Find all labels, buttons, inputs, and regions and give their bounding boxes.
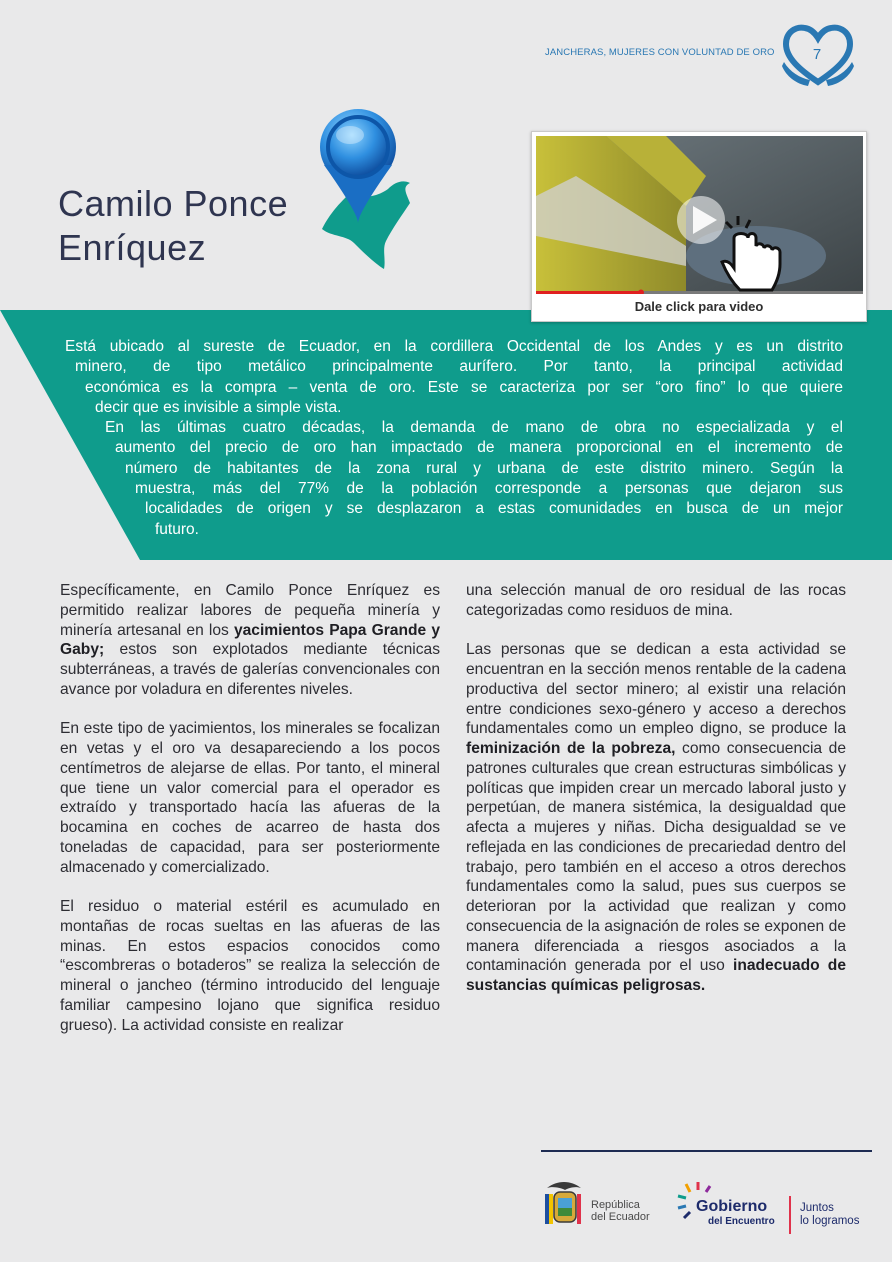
intro-line: minero, de tipo metálico principalmente aurífero. Por tanto, la principal actividad (75, 358, 843, 376)
intro-line: económica es la compra – venta de oro. Este se caracteriza por ser “oro fino” lo que quiere (85, 378, 843, 396)
video-caption[interactable]: Dale click para video (634, 299, 764, 314)
title-line-2: Enríquez (58, 227, 207, 268)
intro-line: Está ubicado al sureste de Ecuador, en la cordillera Occidental de los Andes y es un distrito (65, 338, 843, 355)
right-paragraph-1: una selección manual de oro residual de las rocas categorizadas como residuos de mina. (466, 582, 846, 619)
intro-line: decir que es invisible a simple vista. (95, 398, 342, 416)
left-paragraph-2: En este tipo de yacimientos, los minerales se focalizan en vetas y el oro va desapareciendo a los pocos centímetros de alejarse de ellas. Por tanto, el mineral que tiene un valor comercial para el operador es extraído y transportado hacía las afueras de la bocamina en coches de acarreo de hasta dos toneladas de capacidad, para ser posteriormente almacenado y comercializado. (60, 720, 440, 876)
gobierno-title: Gobierno (696, 1198, 768, 1215)
section-title: JANCHERAS, MUJERES CON VOLUNTAD DE ORO (545, 47, 775, 58)
gobierno-subtitle: del Encuentro (708, 1216, 775, 1227)
slogan: Juntos lo logramos (800, 1202, 860, 1227)
left-paragraph-1: Específicamente, en Camilo Ponce Enríquez es permitido realizar labores de pequeña minería y minería artesanal en los yacimientos Papa Grande y Gaby; estos son explotados mediante técnicas subterráneas, a través de galerías convencionales con avance por voladura en diferentes niveles. (60, 582, 440, 698)
page-number: 7 (812, 46, 822, 63)
intro-line: aumento del precio de oro han impactado de manera proporcional en el incremento de (115, 439, 843, 457)
title-line-1: Camilo Ponce (58, 183, 289, 224)
intro-line: En las últimas cuatro décadas, la demanda de mano de obra no especializada y el (105, 419, 843, 437)
intro-line: futuro. (155, 520, 199, 538)
right-paragraph-2: Las personas que se dedican a esta actividad se encuentran en la sección menos rentable de la cadena productiva del sector minero; al existir una relación entre condiciones sexo-género y acceso a derechos fundamentales como un empleo digno, se produce la feminización de la pobreza, como consecuencia de patrones culturales que crean estructuras simbólicas y políticas que impiden crear un mercado laboral justo y perpetúan, de manera sistémica, la desigualdad que afecta a mujeres y niñas. Dicha desigualdad se ve reflejada en las condiciones de precariedad dentro del trabajo, pero también en el acceso a otros derechos fundamentales como la salud, pues sus cuerpos se deterioran por la actividad que realizan y como consecuencia de la asignación de roles se exponen de manera diferenciada a riesgos asociados a la contaminación generada por el uso inadecuado de sustancias químicas peligrosas. (466, 641, 846, 994)
page-title (58, 182, 288, 270)
right-column (466, 581, 846, 1016)
footer-separator (789, 1196, 791, 1234)
left-column (60, 581, 440, 1055)
location-pin-icon (310, 103, 420, 273)
left-paragraph-3: El residuo o material estéril es acumulado en montañas de rocas sueltas en las afueras de las minas. En estos espacios conocidos como “escombreras o botaderos” se realiza la selección de mineral o jancheo (término introducido del lenguaje familiar campesino lojano que significa residuo grueso). La actividad consiste en realizar (60, 898, 440, 1034)
footer-divider (541, 1150, 872, 1152)
intro-text (55, 337, 855, 540)
video-thumbnail[interactable] (531, 131, 867, 322)
video-frame[interactable] (536, 136, 863, 294)
intro-line: muestra, más del 77% de la población corresponde a personas que dejaron sus (135, 480, 843, 498)
intro-line: localidades de origen y se desplazaron a estas comunidades en busca de un mejor (145, 500, 843, 518)
republic-label: República del Ecuador (591, 1199, 650, 1223)
intro-line: número de habitantes de la zona rural y urbana de este distrito minero. Según la (125, 459, 843, 477)
